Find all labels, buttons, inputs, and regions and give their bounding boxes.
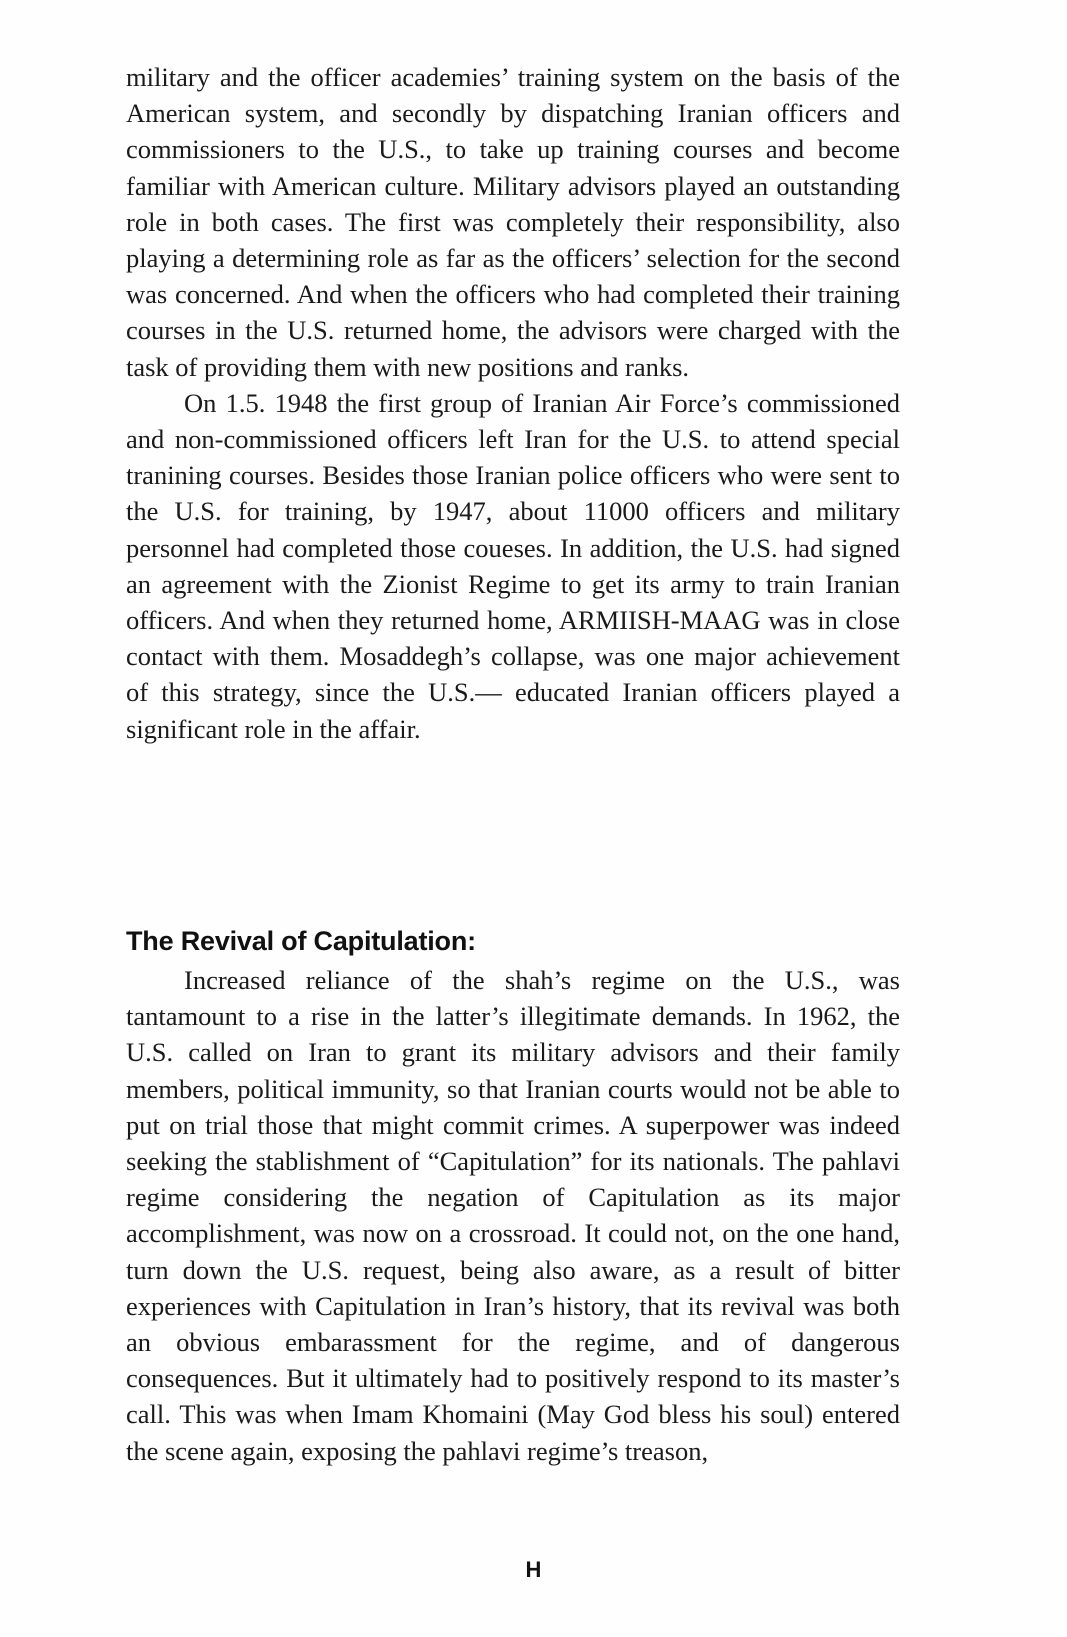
page-marker: H [525, 1557, 542, 1582]
section-1-paragraph-1: military and the officer academies’ training system on the basis of the American system, and secondly by dispatching Iranian officers and commissioners to the U.S., to take up training courses and become familiar with American culture. Military advisors played an outstanding role in both cases. The first was completely their responsibility, also playing a determining role as far as the officers’ selection for the second was concerned. And when the officers who had completed their training courses in the U.S. returned home, the advisors were charged with the task of providing them with new positions and ranks. [126, 62, 900, 382]
section-2-body [126, 962, 900, 1469]
section-1-paragraph-2: On 1.5. 1948 the first group of Iranian Air Force’s commissioned and non-commissioned officers left Iran for the U.S. to attend special tranining courses. Besides those Iranian police officers who were sent to the U.S. for training, by 1947, about 11000 officers and military personnel had completed those coueses. In addition, the U.S. had signed an agreement with the Zionist Regime to get its army to train Iranian officers. And when they returned home, ARMIISH-MAAG was in close contact with them. Mosaddegh’s collapse, was one major achievement of this strategy, since the U.S.— educated Iranian officers played a significant role in the affair. [126, 387, 900, 744]
section-2-paragraph-1: Increased reliance of the shah’s regime on the U.S., was tantamount to a rise in the latter’s illegitimate demands. In 1962, the U.S. called on Iran to grant its military advisors and their family members, political immunity, so that Iranian courts would not be able to put on trial those that might commit crimes. A superpower was indeed seeking the stablishment of “Capitulation” for its nationals. The pahlavi regime considering the negation of Capitulation as its major accomplishment, was now on a crossroad. It could not, on the one hand, turn down the U.S. request, being also aware, as a result of bitter experiences with Capitulation in Iran’s history, that its revival was both an obvious embarassment for the regime, and of dangerous consequences. But it ultimately had to positively respond to its master’s call. This was when Imam Khomaini (May God bless his soul) entered the scene again, exposing the pahlavi regime’s treason, [126, 965, 900, 1466]
section-1-body [126, 59, 900, 747]
section-heading: The Revival of Capitulation: [126, 926, 476, 956]
